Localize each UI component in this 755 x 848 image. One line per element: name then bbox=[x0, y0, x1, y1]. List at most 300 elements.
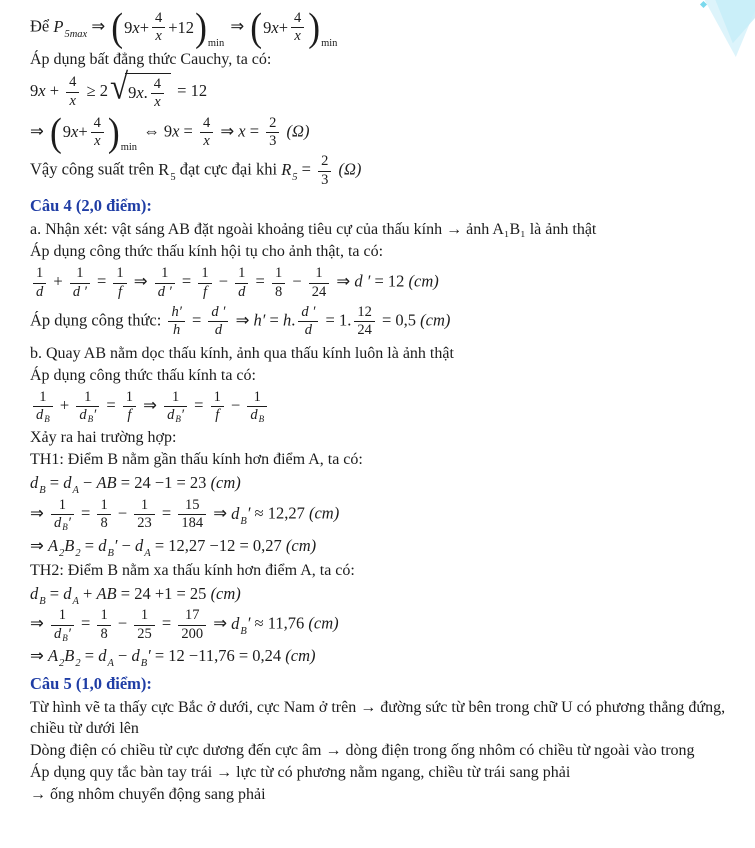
variable-subscript: B bbox=[107, 547, 114, 559]
fraction-numerator bbox=[134, 497, 155, 514]
fraction bbox=[151, 76, 164, 112]
variable-base: d bbox=[98, 645, 107, 665]
math-text: − bbox=[113, 613, 132, 633]
fraction-numerator bbox=[235, 265, 248, 282]
fraction bbox=[70, 265, 90, 301]
formula-x-solution bbox=[30, 109, 737, 155]
fraction-denominator bbox=[113, 283, 126, 301]
math-variable: d ′ bbox=[211, 303, 226, 320]
fraction-denominator bbox=[134, 514, 155, 532]
fraction bbox=[123, 389, 136, 425]
fraction-numerator bbox=[66, 74, 79, 91]
variable-base: B bbox=[64, 645, 75, 665]
math-text: = 0,5 bbox=[377, 310, 421, 330]
math-text: = 12,27 −12 = 0,27 bbox=[150, 535, 286, 555]
fraction bbox=[164, 389, 187, 425]
variable-with-subscript bbox=[47, 535, 65, 559]
math-text: ⇒ bbox=[139, 395, 162, 415]
math-variable: ′ bbox=[67, 515, 71, 532]
big-paren-group bbox=[250, 4, 338, 50]
fraction bbox=[235, 265, 248, 301]
fraction-denominator bbox=[168, 321, 184, 339]
variable-subscript: A bbox=[72, 595, 79, 607]
math-text: 9 bbox=[124, 17, 133, 37]
fraction bbox=[178, 497, 206, 533]
math-text: = bbox=[92, 271, 111, 291]
math-text: 8 bbox=[100, 625, 108, 642]
math-text: = bbox=[297, 160, 316, 180]
fraction-denominator bbox=[51, 625, 74, 643]
fraction-denominator bbox=[208, 321, 228, 339]
math-text: ⇒ bbox=[30, 535, 48, 555]
right-paren-glyph: ) bbox=[195, 4, 207, 50]
math-variable: (cm) bbox=[210, 583, 241, 603]
fraction bbox=[113, 265, 126, 301]
math-text: 4 bbox=[155, 10, 163, 26]
fraction-numerator bbox=[123, 389, 136, 406]
math-text: ⇒ bbox=[226, 16, 249, 36]
math-text: = bbox=[190, 395, 208, 415]
variable-base: d bbox=[63, 473, 72, 493]
fraction-numerator bbox=[178, 607, 206, 624]
math-text: ≥ 2 bbox=[82, 80, 108, 100]
math-text: 1 bbox=[36, 265, 44, 282]
math-text: 9 bbox=[62, 122, 72, 142]
fraction-numerator bbox=[298, 304, 318, 321]
radical-glyph: √ bbox=[109, 67, 129, 108]
fraction-numerator bbox=[208, 304, 228, 321]
variable-with-subscript bbox=[36, 407, 50, 423]
math-text: 3 bbox=[269, 132, 277, 149]
math-variable: d bbox=[214, 322, 223, 339]
fraction-denominator bbox=[309, 283, 330, 301]
variable-base: P bbox=[53, 16, 64, 36]
fraction-denominator bbox=[272, 283, 285, 301]
math-text: = 24 −1 = 23 bbox=[116, 473, 211, 493]
math-text: 1 bbox=[161, 265, 169, 282]
variable-with-subscript bbox=[167, 407, 181, 423]
formula-lens-d-prime bbox=[30, 265, 737, 301]
math-text: + bbox=[55, 395, 74, 415]
math-variable: (Ω) bbox=[338, 160, 362, 180]
math-text: = bbox=[179, 121, 197, 141]
variable-subscript: B bbox=[175, 414, 181, 425]
math-variable: d ′ bbox=[301, 303, 316, 320]
math-text: = bbox=[45, 473, 64, 493]
math-text: − bbox=[214, 271, 233, 291]
text-line: b. Quay AB nằm dọc thấu kính, ảnh qua thấu kính luôn là ảnh thật bbox=[30, 344, 454, 362]
variable-with-subscript bbox=[231, 613, 247, 637]
fraction bbox=[134, 607, 155, 643]
math-variable: x bbox=[271, 17, 279, 37]
variable-base: d bbox=[30, 473, 39, 493]
math-text: 1 bbox=[253, 388, 261, 405]
fraction-denominator bbox=[51, 514, 74, 532]
conclusion-r5 bbox=[30, 153, 737, 189]
text-base: R bbox=[158, 160, 170, 180]
math-variable: x bbox=[38, 80, 46, 100]
math-text: đạt cực đại khi bbox=[175, 160, 282, 180]
math-text: 1 bbox=[140, 497, 149, 514]
fraction bbox=[168, 304, 184, 340]
radicand bbox=[125, 73, 171, 112]
math-text: 1 bbox=[39, 388, 47, 405]
math-text: 2 bbox=[321, 153, 329, 170]
fraction-numerator bbox=[97, 497, 110, 514]
math-variable: x bbox=[294, 28, 301, 45]
variable-with-subscript bbox=[54, 626, 68, 642]
fraction-denominator bbox=[235, 283, 248, 301]
variable-subscript: B bbox=[62, 632, 68, 643]
math-text: 184 bbox=[181, 515, 204, 532]
math-variable: h′ bbox=[253, 310, 266, 330]
math-text: 2 bbox=[269, 114, 277, 131]
math-text: +12 bbox=[168, 17, 195, 37]
math-text: = 12 bbox=[173, 80, 208, 100]
variable-with-subscript bbox=[53, 16, 88, 40]
math-text: = bbox=[265, 310, 283, 330]
variable-with-subscript bbox=[131, 645, 148, 669]
fraction bbox=[272, 265, 285, 301]
fraction bbox=[51, 607, 74, 643]
math-variable: x bbox=[155, 28, 162, 45]
variable-with-subscript bbox=[30, 473, 46, 497]
math-text: = 24 +1 = 25 bbox=[116, 583, 211, 603]
fraction-numerator bbox=[164, 389, 187, 406]
text-line: Dòng điện có chiều từ cực dương đến cực âm → dòng điện trong ống nhôm có chiều từ ngoài vào trong bbox=[30, 741, 695, 759]
fraction bbox=[298, 304, 318, 340]
text-line: a. Nhận xét: vật sáng AB đặt ngoài khoảng tiêu cự của thấu kính → ảnh A₁B₁ là ảnh thật bbox=[30, 221, 597, 239]
variable-with-subscript bbox=[54, 515, 68, 531]
fraction-denominator bbox=[66, 92, 79, 110]
fraction bbox=[155, 265, 175, 301]
fraction-denominator bbox=[200, 132, 213, 150]
variable-base: d bbox=[53, 515, 62, 532]
math-text: 12 bbox=[357, 303, 372, 320]
math-text: = bbox=[45, 583, 64, 603]
math-text: 17 bbox=[184, 607, 200, 624]
variable-with-subscript bbox=[47, 645, 65, 669]
math-text: = bbox=[80, 645, 99, 665]
math-text: ⇒ bbox=[30, 645, 48, 665]
variable-with-subscript bbox=[135, 535, 151, 559]
text-line: TH1: Điểm B nằm gần thấu kính hơn điểm A, ta có: bbox=[30, 451, 363, 469]
paren-content bbox=[262, 10, 308, 46]
variable-base: d bbox=[53, 625, 62, 642]
variable-subscript: A bbox=[72, 485, 79, 497]
math-variable: ′ bbox=[93, 407, 97, 424]
math-text: 1 bbox=[315, 265, 323, 282]
math-text: 8 bbox=[100, 515, 108, 532]
math-text: 25 bbox=[137, 625, 152, 642]
math-text: ⇒ bbox=[209, 503, 232, 523]
variable-with-subscript bbox=[231, 503, 247, 527]
variable-base: A bbox=[47, 535, 59, 555]
variable-base: d bbox=[231, 503, 240, 523]
fraction-numerator bbox=[91, 115, 104, 132]
math-variable: h bbox=[282, 310, 292, 330]
variable-base: d bbox=[167, 407, 175, 424]
math-text: ≈ 12,27 bbox=[250, 503, 309, 523]
fraction bbox=[247, 389, 267, 425]
math-text: + bbox=[139, 17, 149, 37]
math-text: − bbox=[113, 645, 132, 665]
formula-p5max-condition bbox=[30, 4, 737, 50]
math-variable: (Ω) bbox=[286, 121, 310, 141]
fraction-denominator bbox=[33, 406, 53, 424]
math-text: 200 bbox=[181, 625, 204, 642]
fraction-denominator bbox=[123, 406, 136, 424]
math-text: = bbox=[80, 535, 99, 555]
variable-base: d bbox=[231, 613, 240, 633]
variable-base: R bbox=[281, 160, 292, 180]
math-text: 1 bbox=[171, 388, 180, 405]
fraction bbox=[33, 265, 46, 301]
math-text: . bbox=[291, 310, 296, 330]
variable-with-subscript bbox=[98, 645, 114, 669]
math-text: = 12 bbox=[370, 271, 409, 291]
math-variable: f bbox=[127, 407, 132, 424]
math-text: 1 bbox=[100, 607, 108, 624]
math-text: = bbox=[76, 613, 95, 633]
fraction bbox=[33, 389, 53, 425]
math-text: 24 bbox=[357, 322, 372, 339]
fraction-numerator bbox=[33, 265, 46, 282]
math-text: − bbox=[113, 503, 132, 523]
math-text: 1 bbox=[125, 388, 134, 405]
fraction bbox=[66, 74, 79, 110]
variable-base: d bbox=[63, 583, 72, 603]
text-with-subscript bbox=[158, 160, 176, 184]
fraction-denominator bbox=[291, 27, 304, 45]
text-line: TH2: Điểm B nằm xa thấu kính hơn điểm A, ta có: bbox=[30, 561, 355, 579]
math-variable: ′ bbox=[67, 625, 71, 642]
math-text: 8 bbox=[274, 283, 283, 300]
fraction bbox=[97, 607, 110, 643]
math-text: ⇔ 9 bbox=[139, 121, 173, 141]
fraction-denominator bbox=[33, 283, 46, 301]
paren-subscript: min bbox=[120, 142, 138, 154]
math-variable: x bbox=[203, 132, 210, 149]
big-paren-group bbox=[111, 4, 225, 50]
fraction-numerator bbox=[178, 497, 206, 514]
math-text: 9 bbox=[128, 83, 137, 103]
math-text: 24 bbox=[311, 283, 327, 300]
fraction-denominator bbox=[152, 27, 165, 45]
big-paren-group bbox=[49, 109, 138, 155]
variable-with-subscript bbox=[63, 473, 79, 497]
math-text: = bbox=[102, 395, 120, 415]
fraction bbox=[91, 115, 104, 151]
fraction bbox=[309, 265, 330, 301]
variable-subscript: 5max bbox=[64, 28, 88, 40]
math-text: ⇒ bbox=[30, 503, 48, 523]
variable-subscript: 2 bbox=[75, 657, 81, 669]
formula-lens-db bbox=[30, 389, 737, 425]
variable-subscript: B bbox=[240, 515, 247, 527]
math-text: − bbox=[226, 395, 245, 415]
variable-subscript: 2 bbox=[59, 547, 65, 559]
heading-cau-4: Câu 4 (2,0 điểm): bbox=[30, 196, 152, 216]
variable-base: d bbox=[131, 645, 140, 665]
variable-with-subscript bbox=[79, 407, 93, 423]
fraction-denominator bbox=[164, 406, 187, 424]
math-text: + bbox=[78, 583, 97, 603]
fraction bbox=[97, 497, 110, 533]
variable-subscript: B bbox=[87, 414, 94, 425]
math-text: 15 bbox=[184, 497, 200, 514]
fraction bbox=[134, 497, 155, 533]
math-text: = bbox=[76, 503, 95, 523]
math-variable: (cm) bbox=[420, 310, 451, 330]
paren-subscript: min bbox=[207, 37, 225, 49]
variable-base: d bbox=[98, 535, 107, 555]
math-text: + bbox=[78, 122, 88, 142]
variable-subscript: B bbox=[240, 625, 247, 637]
math-text: ⇒ bbox=[30, 613, 48, 633]
math-text: Vậy công suất trên bbox=[30, 160, 159, 180]
fraction bbox=[152, 10, 165, 46]
math-text: 1 bbox=[58, 497, 67, 514]
fraction bbox=[318, 153, 331, 189]
math-text: 1 bbox=[140, 607, 149, 624]
formula-th1-db-prime bbox=[30, 497, 737, 533]
fraction-denominator bbox=[211, 406, 224, 424]
text-line: Từ hình vẽ ta thấy cực Bắc ở dưới, cực Nam ở trên → đường sức từ bên trong chữ U có phương thẳng đứng, chiều từ dưới lên bbox=[30, 698, 726, 737]
math-text: + bbox=[278, 17, 288, 37]
variable-subscript: 2 bbox=[75, 547, 81, 559]
fraction-numerator bbox=[211, 389, 224, 406]
formula-th2-a2b2 bbox=[30, 646, 737, 667]
math-variable: (cm) bbox=[285, 645, 316, 665]
math-text: ⇒ bbox=[87, 16, 110, 36]
fraction-numerator bbox=[247, 389, 267, 406]
variable-with-subscript bbox=[64, 645, 81, 669]
fraction-numerator bbox=[113, 265, 126, 282]
math-variable: h′ bbox=[171, 303, 182, 320]
variable-base: d bbox=[30, 583, 39, 603]
math-text: 1 bbox=[58, 607, 67, 624]
math-text: + bbox=[49, 271, 67, 291]
fraction-denominator bbox=[266, 132, 279, 150]
fraction-numerator bbox=[134, 607, 155, 624]
math-variable: x bbox=[238, 121, 246, 141]
fraction bbox=[198, 265, 211, 301]
heading-cau-5: Câu 5 (1,0 điểm): bbox=[30, 673, 152, 693]
fraction-numerator bbox=[70, 265, 90, 282]
math-text: 4 bbox=[153, 75, 162, 92]
formula-magnification bbox=[30, 304, 737, 340]
math-text: 4 bbox=[202, 114, 211, 131]
fraction-numerator bbox=[76, 389, 99, 406]
math-variable: (cm) bbox=[308, 503, 340, 523]
formula-th1-a2b2 bbox=[30, 536, 737, 557]
math-variable: (cm) bbox=[210, 473, 241, 493]
math-text: Để bbox=[30, 16, 54, 36]
math-text: ⇒ bbox=[129, 271, 152, 291]
math-variable: ′ bbox=[147, 645, 151, 665]
math-text: − bbox=[117, 535, 136, 555]
math-text: ⇒ bbox=[332, 271, 355, 291]
variable-subscript: B bbox=[44, 414, 50, 425]
math-text: . bbox=[143, 83, 148, 103]
fraction bbox=[200, 115, 213, 151]
fraction-denominator bbox=[178, 514, 206, 532]
math-text: Áp dụng công thức: bbox=[30, 310, 166, 330]
math-variable: x bbox=[172, 121, 180, 141]
fraction-denominator bbox=[134, 625, 155, 643]
math-variable: AB bbox=[96, 583, 117, 603]
math-text: ⇒ bbox=[216, 121, 239, 141]
math-variable: (cm) bbox=[308, 613, 339, 633]
variable-subscript: A bbox=[144, 547, 151, 559]
math-text: 1 bbox=[201, 265, 209, 282]
math-variable: ′ bbox=[180, 407, 185, 424]
math-variable: d bbox=[238, 283, 246, 300]
variable-subscript: B bbox=[39, 595, 46, 607]
fraction-denominator bbox=[151, 93, 164, 111]
math-variable: x bbox=[136, 83, 144, 103]
text-line: Áp dụng công thức thấu kính ta có: bbox=[30, 366, 256, 384]
left-paren-glyph: ( bbox=[111, 4, 124, 50]
math-text: 1 bbox=[116, 265, 124, 282]
square-root bbox=[109, 67, 171, 112]
math-text: 1 bbox=[100, 497, 108, 514]
fraction bbox=[354, 304, 375, 340]
fraction-numerator bbox=[200, 115, 213, 132]
math-text: ⇒ bbox=[231, 310, 254, 330]
math-variable: x bbox=[94, 132, 101, 149]
math-variable: x bbox=[71, 122, 79, 142]
text-line: Áp dụng công thức thấu kính hội tụ cho ảnh thật, ta có: bbox=[30, 243, 384, 261]
fraction-numerator bbox=[266, 115, 279, 132]
variable-base: d bbox=[135, 535, 144, 555]
paren-content bbox=[62, 115, 108, 151]
math-text: ⇒ bbox=[30, 121, 48, 141]
text-line: → ống nhôm chuyển động sang phải bbox=[30, 785, 266, 803]
math-variable: f bbox=[215, 407, 220, 424]
text-line: Áp dụng quy tắc bàn tay trái → lực từ có phương nằm ngang, chiều từ trái sang phải bbox=[30, 763, 571, 781]
math-variable: x bbox=[154, 94, 161, 111]
variable-base: B bbox=[64, 535, 75, 555]
text-subscript: 5 bbox=[170, 172, 176, 184]
fraction-numerator bbox=[51, 497, 74, 514]
math-text: ≈ 11,76 bbox=[250, 613, 309, 633]
math-text: 4 bbox=[294, 10, 302, 26]
math-variable: x bbox=[132, 17, 140, 37]
paren-subscript: min bbox=[321, 37, 338, 49]
math-variable: d ′ bbox=[72, 283, 87, 300]
math-variable: d bbox=[36, 283, 44, 300]
text-line: Xảy ra hai trường hợp: bbox=[30, 429, 177, 447]
fraction bbox=[211, 389, 224, 425]
fraction-denominator bbox=[97, 625, 110, 643]
formula-th2-db-prime bbox=[30, 607, 737, 643]
variable-with-subscript bbox=[98, 535, 114, 559]
fraction-denominator bbox=[97, 514, 110, 532]
fraction-denominator bbox=[178, 625, 206, 643]
math-variable: f bbox=[118, 283, 123, 300]
fraction bbox=[291, 10, 304, 46]
math-variable: (cm) bbox=[285, 535, 317, 555]
left-paren-glyph: ( bbox=[250, 4, 263, 50]
fraction bbox=[208, 304, 228, 340]
math-text: 4 bbox=[69, 74, 77, 91]
math-text: + bbox=[45, 80, 64, 100]
fraction-denominator bbox=[354, 321, 375, 339]
math-variable: x bbox=[69, 92, 76, 109]
math-text: − bbox=[288, 271, 306, 291]
